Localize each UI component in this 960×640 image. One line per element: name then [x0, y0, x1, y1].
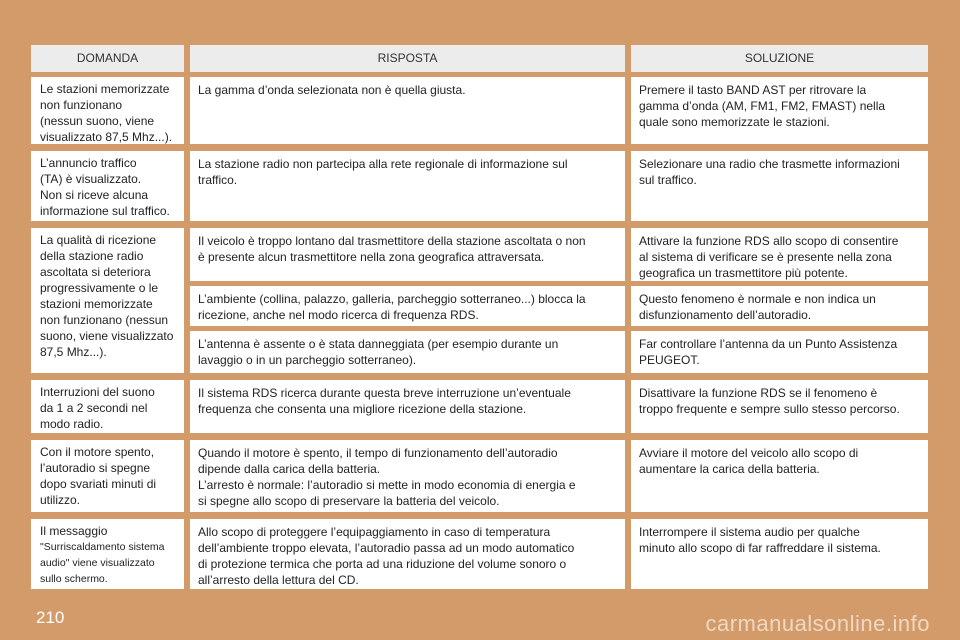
question-cell: Il messaggio "Surriscaldamento sistema audio" viene visualizzato sullo schermo. [31, 519, 184, 589]
solution-cell: Disattivare la funzione RDS se il fenomeno è troppo frequente e sempre sullo stesso percorso. [631, 380, 928, 433]
question-cell: Con il motore spento, l’autoradio si spegne dopo svariati minuti di utilizzo. [31, 440, 184, 512]
solution-cell: Questo fenomeno è normale e non indica un disfunzionamento dell’autoradio. [631, 286, 928, 326]
header-solution: SOLUZIONE [631, 45, 928, 72]
table-header [31, 45, 928, 72]
answer-cell: La gamma d’onda selezionata non è quella giusta. [190, 77, 625, 144]
answer-cell: Quando il motore è spento, il tempo di funzionamento dell’autoradio dipende dalla carica della batteria. L’arresto è normale: l’autoradio si mette in modo economia di energia e si spegne allo scopo di preservare la batteria del veicolo. [190, 440, 625, 512]
answer-cell: Il veicolo è troppo lontano dal trasmettitore della stazione ascoltata o non è presente alcun trasmettitore nella zona geografica attraversata. [190, 228, 625, 281]
table-row [31, 519, 928, 589]
answer-cell: Allo scopo di proteggere l’equipaggiamento in caso di temperatura dell’ambiente troppo elevata, l’autoradio passa ad un modo automatico di protezione termica che porta ad una riduzione del volume sonoro o all’arresto della lettura del CD. [190, 519, 625, 589]
solution-cell: Interrompere il sistema audio per qualche minuto allo scopo di far raffreddare il sistema. [631, 519, 928, 589]
solution-cell: Selezionare una radio che trasmette informazioni sul traffico. [631, 151, 928, 221]
question-cell: Le stazioni memorizzate non funzionano (nessun suono, viene visualizzato 87,5 Mhz...). [31, 77, 184, 144]
question-cell: L’annuncio traffico (TA) è visualizzato. Non si riceve alcuna informazione sul traffico. [31, 151, 184, 221]
answer-cell: La stazione radio non partecipa alla rete regionale di informazione sul traffico. [190, 151, 625, 221]
solution-cell: Far controllare l’antenna da un Punto Assistenza PEUGEOT. [631, 331, 928, 373]
answer-cell: L’ambiente (collina, palazzo, galleria, parcheggio sotterraneo...) blocca la ricezione, anche nel modo ricerca di frequenza RDS. [190, 286, 625, 326]
solution-cell: Attivare la funzione RDS allo scopo di consentire al sistema di verificare se è presente nella zona geografica un trasmettitore più potente. [631, 228, 928, 281]
answer-cell: L’antenna è assente o è stata danneggiata (per esempio durante un lavaggio o in un parcheggio sotterraneo). [190, 331, 625, 373]
table-row [31, 440, 928, 512]
table-row [31, 228, 928, 373]
solution-cell: Avviare il motore del veicolo allo scopo di aumentare la carica della batteria. [631, 440, 928, 512]
answer-cell: Il sistema RDS ricerca durante questa breve interruzione un’eventuale frequenza che consenta una migliore ricezione della stazione. [190, 380, 625, 433]
watermark-text: carmanualsonline.info [705, 611, 930, 636]
troubleshooting-table [31, 45, 928, 596]
header-question: DOMANDA [31, 45, 184, 72]
table-row [31, 77, 928, 144]
page-number: 210 [36, 608, 65, 627]
table-row [31, 380, 928, 433]
header-answer: RISPOSTA [190, 45, 625, 72]
table-row [31, 151, 928, 221]
question-cell: La qualità di ricezione della stazione radio ascoltata si deteriora progressivamente o le stazioni memorizzate non funzionano (nessun suono, viene visualizzato 87,5 Mhz...). [31, 228, 184, 373]
question-cell: Interruzioni del suono da 1 a 2 secondi nel modo radio. [31, 380, 184, 433]
solution-cell: Premere il tasto BAND AST per ritrovare la gamma d’onda (AM, FM1, FM2, FMAST) nella quale sono memorizzate le stazioni. [631, 77, 928, 144]
